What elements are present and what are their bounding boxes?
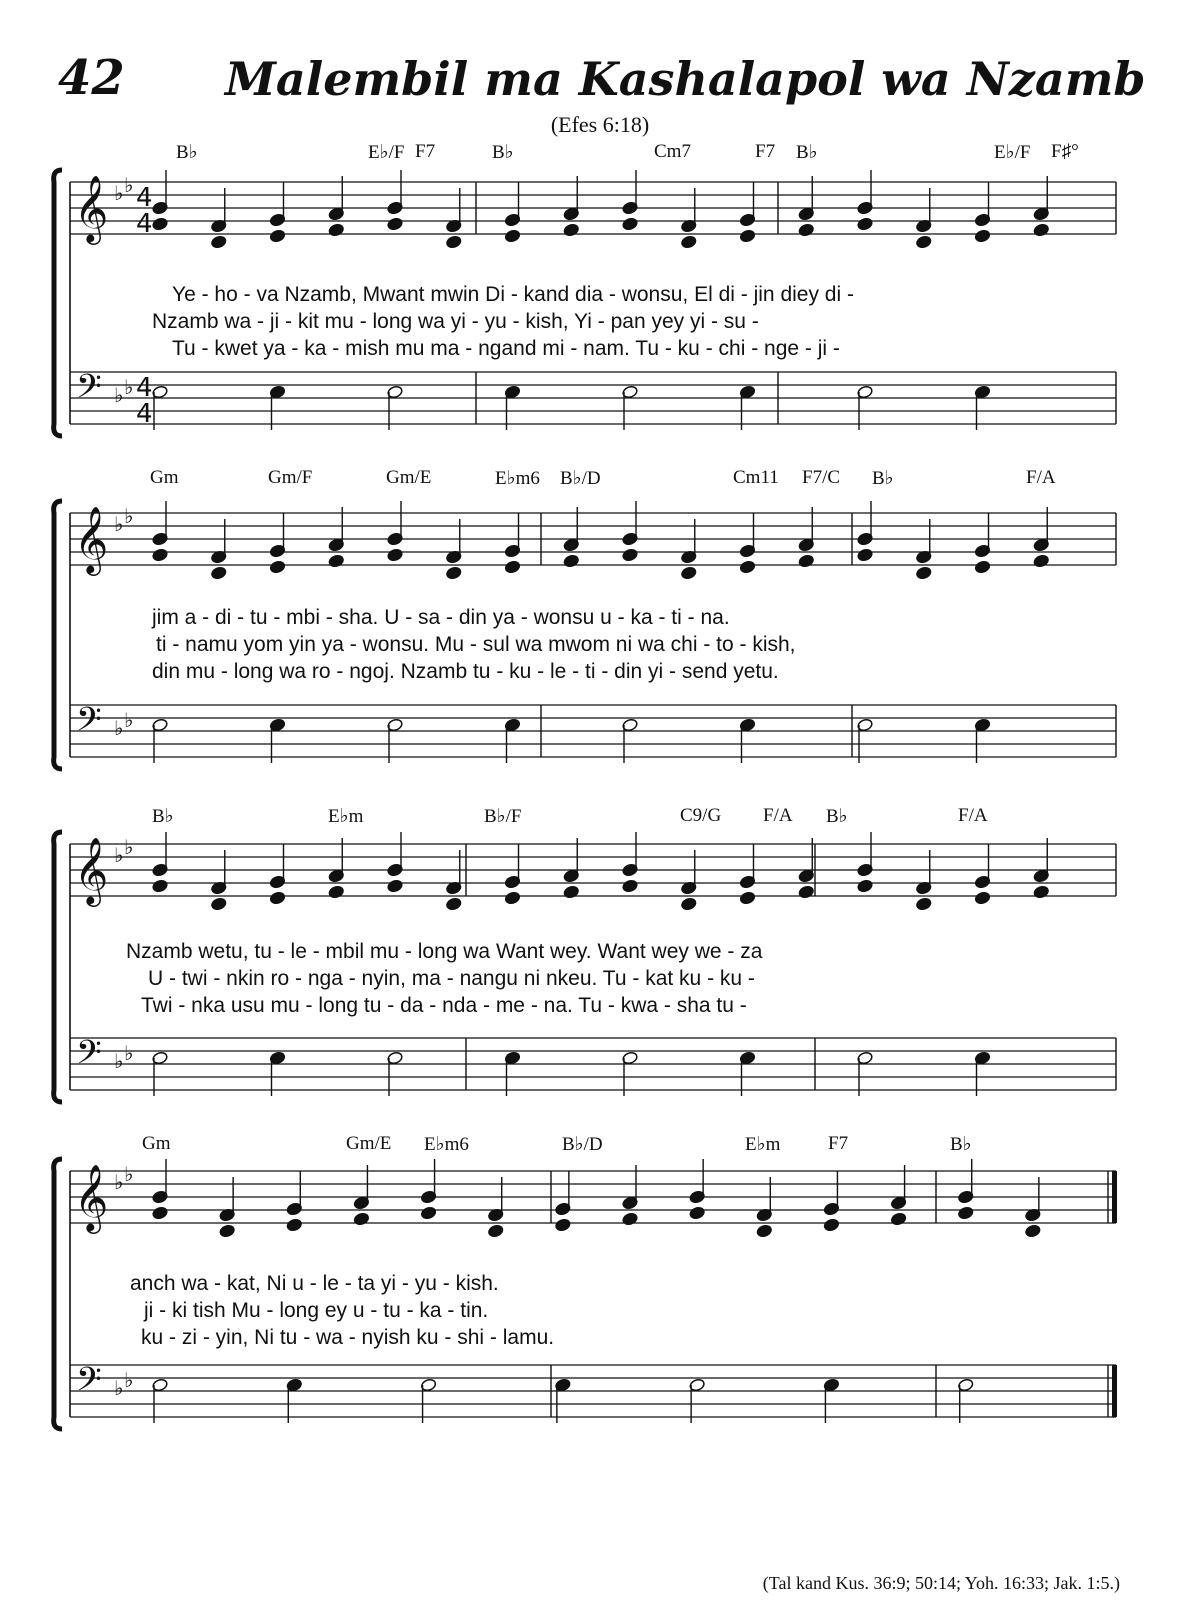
note-head (387, 879, 404, 893)
system-brace (54, 501, 62, 769)
note-head (622, 879, 639, 893)
chord-symbol: F7 (828, 1133, 849, 1154)
note-head (269, 891, 286, 905)
chord-symbol: B♭ (826, 806, 848, 827)
system-brace (54, 170, 62, 436)
treble-clef-icon: 𝄞 (74, 505, 109, 573)
chord-symbol: E♭/F (368, 142, 405, 163)
chord-symbol: F/A (958, 805, 988, 826)
note-head (152, 879, 169, 893)
note-head (622, 548, 639, 562)
time-signature: 4 (136, 373, 153, 403)
note-head (857, 548, 874, 562)
note-head (974, 560, 991, 574)
note-head (328, 223, 345, 237)
lyric-line-verse-3: Tu - kwet ya - ka - mish mu ma - ngand mi - nam. Tu - ku - chi - nge - ji - (172, 337, 840, 360)
note-head (152, 217, 169, 231)
key-signature-flat: ♭ (114, 843, 124, 867)
key-signature-flat: ♭ (124, 173, 134, 197)
note-head (974, 891, 991, 905)
chord-symbol: E♭m6 (424, 1134, 469, 1155)
treble-clef-icon: 𝄞 (74, 174, 109, 242)
key-signature-flat: ♭ (114, 1170, 124, 1194)
note-head (957, 1206, 974, 1220)
bass-clef-icon: 𝄢 (76, 1361, 102, 1407)
chord-symbol: B♭/D (562, 1134, 603, 1155)
chord-symbol: B♭ (872, 468, 894, 489)
lyric-line-verse-2: ti - namu yom yin ya - wonsu. Mu - sul wa mwom ni wa chi - to - kish, (156, 633, 796, 656)
note-head (555, 1218, 572, 1232)
note-head (857, 217, 874, 231)
note-head (269, 229, 286, 243)
time-signature: 4 (136, 209, 153, 239)
note-head (798, 885, 815, 899)
chord-symbol: Gm/E (346, 1133, 392, 1154)
bass-clef-icon: 𝄢 (76, 368, 102, 414)
time-signature: 4 (136, 399, 153, 429)
lyric-line-verse-3: din mu - long wa ro - ngoj. Nzamb tu - ku - le - ti - din yi - send yetu. (152, 660, 779, 683)
note-head (756, 1224, 773, 1238)
note-head (798, 554, 815, 568)
scripture-reference: (Efes 6:18) (550, 112, 650, 137)
note-head (823, 1218, 840, 1232)
note-head (445, 566, 462, 580)
key-signature-flat: ♭ (114, 1049, 124, 1073)
note-head (504, 560, 521, 574)
note-head (915, 897, 932, 911)
chord-symbol: B♭ (492, 142, 514, 163)
note-head (152, 1206, 169, 1220)
key-signature-flat: ♭ (124, 375, 134, 399)
note-head (420, 1206, 437, 1220)
note-head (563, 554, 580, 568)
note-head (915, 235, 932, 249)
note-head (269, 560, 286, 574)
note-head (974, 229, 991, 243)
note-head (328, 554, 345, 568)
treble-clef-icon: 𝄞 (74, 836, 109, 904)
chord-symbol: B♭/F (484, 806, 522, 827)
note-head (890, 1212, 907, 1226)
chord-symbol: C9/G (680, 805, 722, 826)
chord-symbol: Cm7 (654, 141, 691, 162)
chord-symbol: Cm11 (733, 467, 779, 488)
chord-symbol: B♭/D (560, 468, 601, 489)
key-signature-flat: ♭ (124, 1368, 134, 1392)
note-head (210, 566, 227, 580)
final-barline (1112, 1365, 1117, 1417)
note-head (680, 235, 697, 249)
chord-symbol: B♭ (176, 142, 198, 163)
note-head (445, 897, 462, 911)
lyric-line-verse-2: U - twi - nkin ro - nga - nyin, ma - nangu ni nkeu. Tu - kat ku - ku - (148, 967, 755, 990)
chord-symbol: B♭ (152, 806, 174, 827)
chord-symbol: B♭ (796, 142, 818, 163)
final-barline (1112, 1171, 1117, 1223)
note-head (504, 891, 521, 905)
chord-symbol: F♯° (1051, 141, 1079, 162)
note-head (680, 897, 697, 911)
key-signature-flat: ♭ (114, 1376, 124, 1400)
lyric-line-verse-3: Twi - nka usu mu - long tu - da - nda - me - na. Tu - kwa - sha tu - (141, 994, 747, 1017)
lyric-line-verse-1: Nzamb wetu, tu - le - mbil mu - long wa Want wey. Want wey we - za (126, 940, 763, 963)
time-signature: 4 (136, 183, 153, 213)
key-signature-flat: ♭ (114, 716, 124, 740)
note-head (210, 897, 227, 911)
chord-symbol: E♭m (745, 1134, 781, 1155)
note-head (1025, 1224, 1042, 1238)
note-head (915, 566, 932, 580)
chord-symbol: E♭/F (994, 142, 1031, 163)
chord-symbol: F7 (755, 141, 776, 162)
chord-symbol: Gm (150, 467, 179, 488)
note-head (1033, 223, 1050, 237)
note-head (487, 1224, 504, 1238)
note-head (798, 223, 815, 237)
chord-symbol: F7/C (802, 467, 841, 488)
key-signature-flat: ♭ (114, 181, 124, 205)
note-head (504, 229, 521, 243)
note-head (286, 1218, 303, 1232)
chord-symbol: Gm/F (268, 467, 313, 488)
key-signature-flat: ♭ (124, 1162, 134, 1186)
chord-symbol: F7 (415, 141, 436, 162)
chord-symbol: B♭ (950, 1134, 972, 1155)
note-head (353, 1212, 370, 1226)
note-head (152, 548, 169, 562)
lyric-line-verse-2: Nzamb wa - ji - kit mu - long wa yi - yu - kish, Yi - pan yey yi - su - (152, 310, 759, 333)
note-head (387, 217, 404, 231)
note-head (689, 1206, 706, 1220)
note-head (1033, 554, 1050, 568)
hymn-title: Malembil ma Kashalapol wa Nzamb (225, 52, 1146, 106)
chord-symbol: E♭m (328, 806, 364, 827)
note-head (210, 235, 227, 249)
lyric-line-verse-3: ku - zi - yin, Ni tu - wa - nyish ku - shi - lamu. (141, 1326, 555, 1349)
note-head (680, 566, 697, 580)
note-head (739, 560, 756, 574)
bass-clef-icon: 𝄢 (76, 1034, 102, 1080)
note-head (739, 229, 756, 243)
note-head (563, 885, 580, 899)
lyric-line-verse-1: jim a - di - tu - mbi - sha. U - sa - din ya - wonsu u - ka - ti - na. (152, 606, 730, 629)
note-head (739, 891, 756, 905)
key-signature-flat: ♭ (124, 835, 134, 859)
chord-symbol: F/A (1026, 467, 1056, 488)
key-signature-flat: ♭ (124, 504, 134, 528)
lyric-line-verse-1: anch wa - kat, Ni u - le - ta yi - yu - kish. (130, 1272, 499, 1295)
chord-symbol: F/A (763, 805, 793, 826)
hymn-number: 42 (58, 50, 125, 106)
note-head (622, 1212, 639, 1226)
chord-symbol: E♭m6 (495, 468, 540, 489)
note-head (857, 879, 874, 893)
note-head (219, 1224, 236, 1238)
chord-symbol: Gm (142, 1133, 171, 1154)
note-head (622, 217, 639, 231)
note-head (563, 223, 580, 237)
key-signature-flat: ♭ (114, 383, 124, 407)
note-head (328, 885, 345, 899)
system-brace (54, 1159, 62, 1429)
key-signature-flat: ♭ (124, 1041, 134, 1065)
key-signature-flat: ♭ (124, 708, 134, 732)
footnote-references: (Tal kand Kus. 36:9; 50:14; Yoh. 16:33; Jak. 1:5.) (762, 1573, 1120, 1593)
note-head (1033, 885, 1050, 899)
treble-clef-icon: 𝄞 (74, 1163, 109, 1231)
system-brace (54, 832, 62, 1102)
lyric-line-verse-2: ji - ki tish Mu - long ey u - tu - ka - tin. (144, 1299, 489, 1322)
chord-symbol: Gm/E (386, 467, 432, 488)
bass-clef-icon: 𝄢 (76, 701, 102, 747)
lyric-line-verse-1: Ye - ho - va Nzamb, Mwant mwin Di - kand dia - wonsu, El di - jin diey di - (172, 283, 854, 306)
key-signature-flat: ♭ (114, 512, 124, 536)
note-head (387, 548, 404, 562)
note-head (445, 235, 462, 249)
